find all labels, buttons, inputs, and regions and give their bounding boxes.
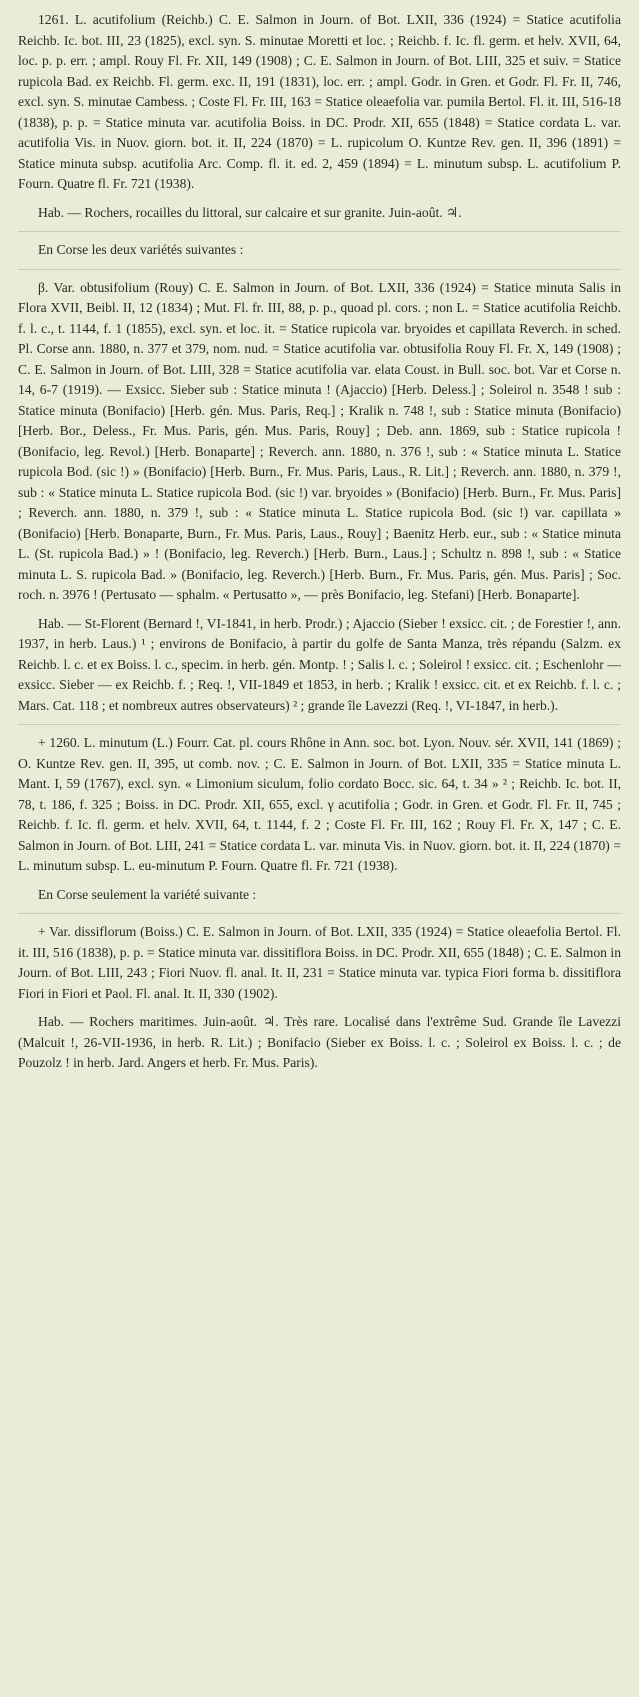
habitat-dissiflorum: Hab. — Rochers maritimes. Juin-août. ♃. Très rare. Localisé dans l'extrême Sud. Grande île Lavezzi (Malcuit !, 26-VII-1936, in herb. R. Lit.) ; Bonifacio (Sieber ex Boiss. l. c. ; Soleirol ex Boiss. l. c. ; de Pouzolz ! in herb. Jard. Angers et herb. Fr. Mus. Paris). [18,1014,621,1070]
divider [18,269,621,270]
divider [18,231,621,232]
corsica-varieties-intro: En Corse les deux variétés suivantes : [38,242,244,257]
divider [18,724,621,725]
entry-1260-minutum: + 1260. L. minutum (L.) Fourr. Cat. pl. cours Rhône in Ann. soc. bot. Lyon. Nouv. sér. XVII, 141 (1869) ; O. Kuntze Rev. gen. II, 395, ut comb. nov. ; C. E. Salmon in Journ. of Bot. LXII, 335 = Statice minuta L. Mant. I, 59 (1767), excl. syn. « Limonium siculum, folio cordato Bocc. sic. 64, t. 34 » ² ; Reichb. Ic. bot. II, 78, t. 186, f. 325 ; Boiss. in DC. Prodr. XII, 655, excl. γ acutifolia ; Godr. in Gren. et Godr. Fl. Fr. II, 745 ; Reichb. f. Ic. fl. germ. et helv. XVII, 64, t. 1144, f. 2 ; Coste Fl. Fr. III, 162 ; Rouy Fl. Fr. X, 147 ; C. E. Salmon in Journ. of Bot. LIII, 241 = Statice cordata L. var. minuta Vis. in Nuov. giorn. bot. it. II, 224 (1870) = L. minutum subsp. L. eu-minutum P. Fourn. Quatre fl. Fr. 721 (1938). [18,735,621,873]
corsica-variety-intro: En Corse seulement la variété suivante : [38,886,257,902]
divider [18,913,621,914]
entry-1261-acutifolium: 1261. L. acutifolium (Reichb.) C. E. Salmon in Journ. of Bot. LXII, 336 (1924) = Statice acutifolia Reichb. Ic. bot. III, 23 (1825), excl. syn. S. minutae Moretti et loc. ; Reichb. f. Ic. fl. germ. et helv. XVII, 64, loc. p. p. err. ; ampl. Rouy Fl. Fr. XII, 149 (1908) ; C. E. Salmon in Journ. of Bot. LIII, 325 et suiv. = Statice rupicola Bad. ex Reichb. Fl. germ. exc. II, 191 (1831), loc. err. ; ampl. Godr. in Gren. et Godr. Fl. Fr. II, 746, excl. syn. S. minutae Cambess. ; Coste Fl. Fr. III, 163 = Statice oleaefolia var. pumila Bertol. Fl. it. III, 516-18 (1838), p. p. = Statice minuta var. acutifolia Boiss. in DC. Prodr. XII, 655 (1848) = Statice cordata L. var. acutifolia Vis. in Nuov. giorn. bot. it. II, 224 (1870) = L. rupicolum O. Kuntze Rev. gen. II, 396 (1891) = Statice minuta subsp. acutifolia Arc. Comp. fl. it. ed. 2, 459 (1894) = L. minutum subsp. L. acutifolium P. Fourn. Quatre fl. Fr. 721 (1938). [18,12,621,191]
variety-dissiflorum: + Var. dissiflorum (Boiss.) C. E. Salmon in Journ. of Bot. LXII, 335 (1924) = Statice oleaefolia Bertol. Fl. it. III, 516 (1838), p. p. = Statice minuta var. dissitiflora Boiss. in DC. Prodr. XII, 655 (1848) ; C. E. Salmon in Journ. of Bot. LIII, 243 ; Fiori Nuov. fl. anal. It. II, 231 = Statice minuta var. typica Fiori forma b. dissitiflora Fiori in Fiori et Paol. Fl. anal. It. II, 330 (1902). [18,924,621,1001]
habitat-acutifolium: Hab. — Rochers, rocailles du littoral, sur calcaire et sur granite. Juin-août. ♃. [38,204,462,220]
habitat-obtusifolium: Hab. — St-Florent (Bernard !, VI-1841, in herb. Prodr.) ; Ajaccio (Sieber ! exsicc. cit. ; de Forestier !, ann. 1937, in herb. Laus.) ¹ ; environs de Bonifacio, à partir du golfe de Santa Manza, très répandu (Salzm. ex Reichb. l. c. et ex Boiss. l. c., specim. in herb. gén. Montp. ! ; Salis l. c. ; Soleirol ! exsicc. cit. ; Eschenlohr — exsicc. Sieber — ex Reichb. f. ; Req. !, VII-1849 et 1853, in herb. ; Kralik ! exsicc. cit. et ex Reichb. f. l. c. ; Mars. Cat. 118 ; et nombreux autres observateurs) ² ; grande île Lavezzi (Req. !, VI-1847, in herb.). [18,615,621,713]
variety-obtusifolium: β. Var. obtusifolium (Rouy) C. E. Salmon in Journ. of Bot. LXII, 336 (1924) = Statice minuta Salis in Flora XVII, Beibl. II, 12 (1834) ; Mut. Fl. fr. III, 88, p. p., quoad pl. cors. ; non L. = Statice acutifolia Reichb. f. l. c., t. 1144, f. 1 (1855), excl. syn. et loc. it. = Statice rupicola var. bryoides et capillata Reverch. in sched. Pl. Corse ann. 1880, n. 377 et 379, nom. nud. = Statice acutifolia var. obtusifolia Rouy Fl. Fr. X, 149 (1908) ; C. E. Salmon in Journ. of Bot. LIII, 328 = Statice acutifolia var. elata Coust. in Bull. soc. bot. Var et Corse n. 14, 6-7 (1919). — Exsicc. Sieber sub : Statice minuta ! (Ajaccio) [Herb. Deless.] ; Soleirol n. 3548 ! sub : Statice minuta (Bonifacio) [Herb. gén. Mus. Paris, Req.] ; Kralik n. 748 !, sub : Statice minuta (Bonifacio) [Herb. Bor., Deless., Fr. Mus. Paris, gén. Mus. Paris, Rouy] ; Deb. ann. 1869, sub : Statice rupicola ! (Bonifacio, leg. Revol.) [Herb. Bonaparte] ; Reverch. ann. 1880, n. 376 !, sub : « Statice minuta L. Statice rupicola Bod. (sic !) » (Bonifacio) [Herb. Burn., Fr. Mus. Paris, Laus., R. Lit.] ; Reverch. ann. 1880, n. 379 !, sub : « Statice minuta L. Statice rupicola Bod. (sic !) var. bryoides » (Bonifacio) [Herb. Burn., Fr. Mus. Paris] ; Reverch. ann. 1880, n. 379 !, sub : « Statice minuta L. Statice rupicola Bod. (sic !) var. capillata » (Bonifacio) [Herb. Bonaparte, Burn., Fr. Mus. Paris, Laus., Rouy] ; Baenitz Herb. eur., sub : « Statice minuta L. (St. rupicola Bad.) » ! (Bonifacio, leg. Reverch.) [Herb. Burn., Laus.] ; Schultz n. 898 !, sub : « Statice minuta L. S. rupicola Bad. » (Bonifacio, leg. Reverch.) [Herb. Burn., Fr. Mus. Paris, gén. Mus. Paris] ; Soc. roch. n. 3976 ! (Pertusato — sphalm. « Pertusatto », — près Bonifacio, leg. Stefani) [Herb. Bonaparte]. [18,279,621,602]
